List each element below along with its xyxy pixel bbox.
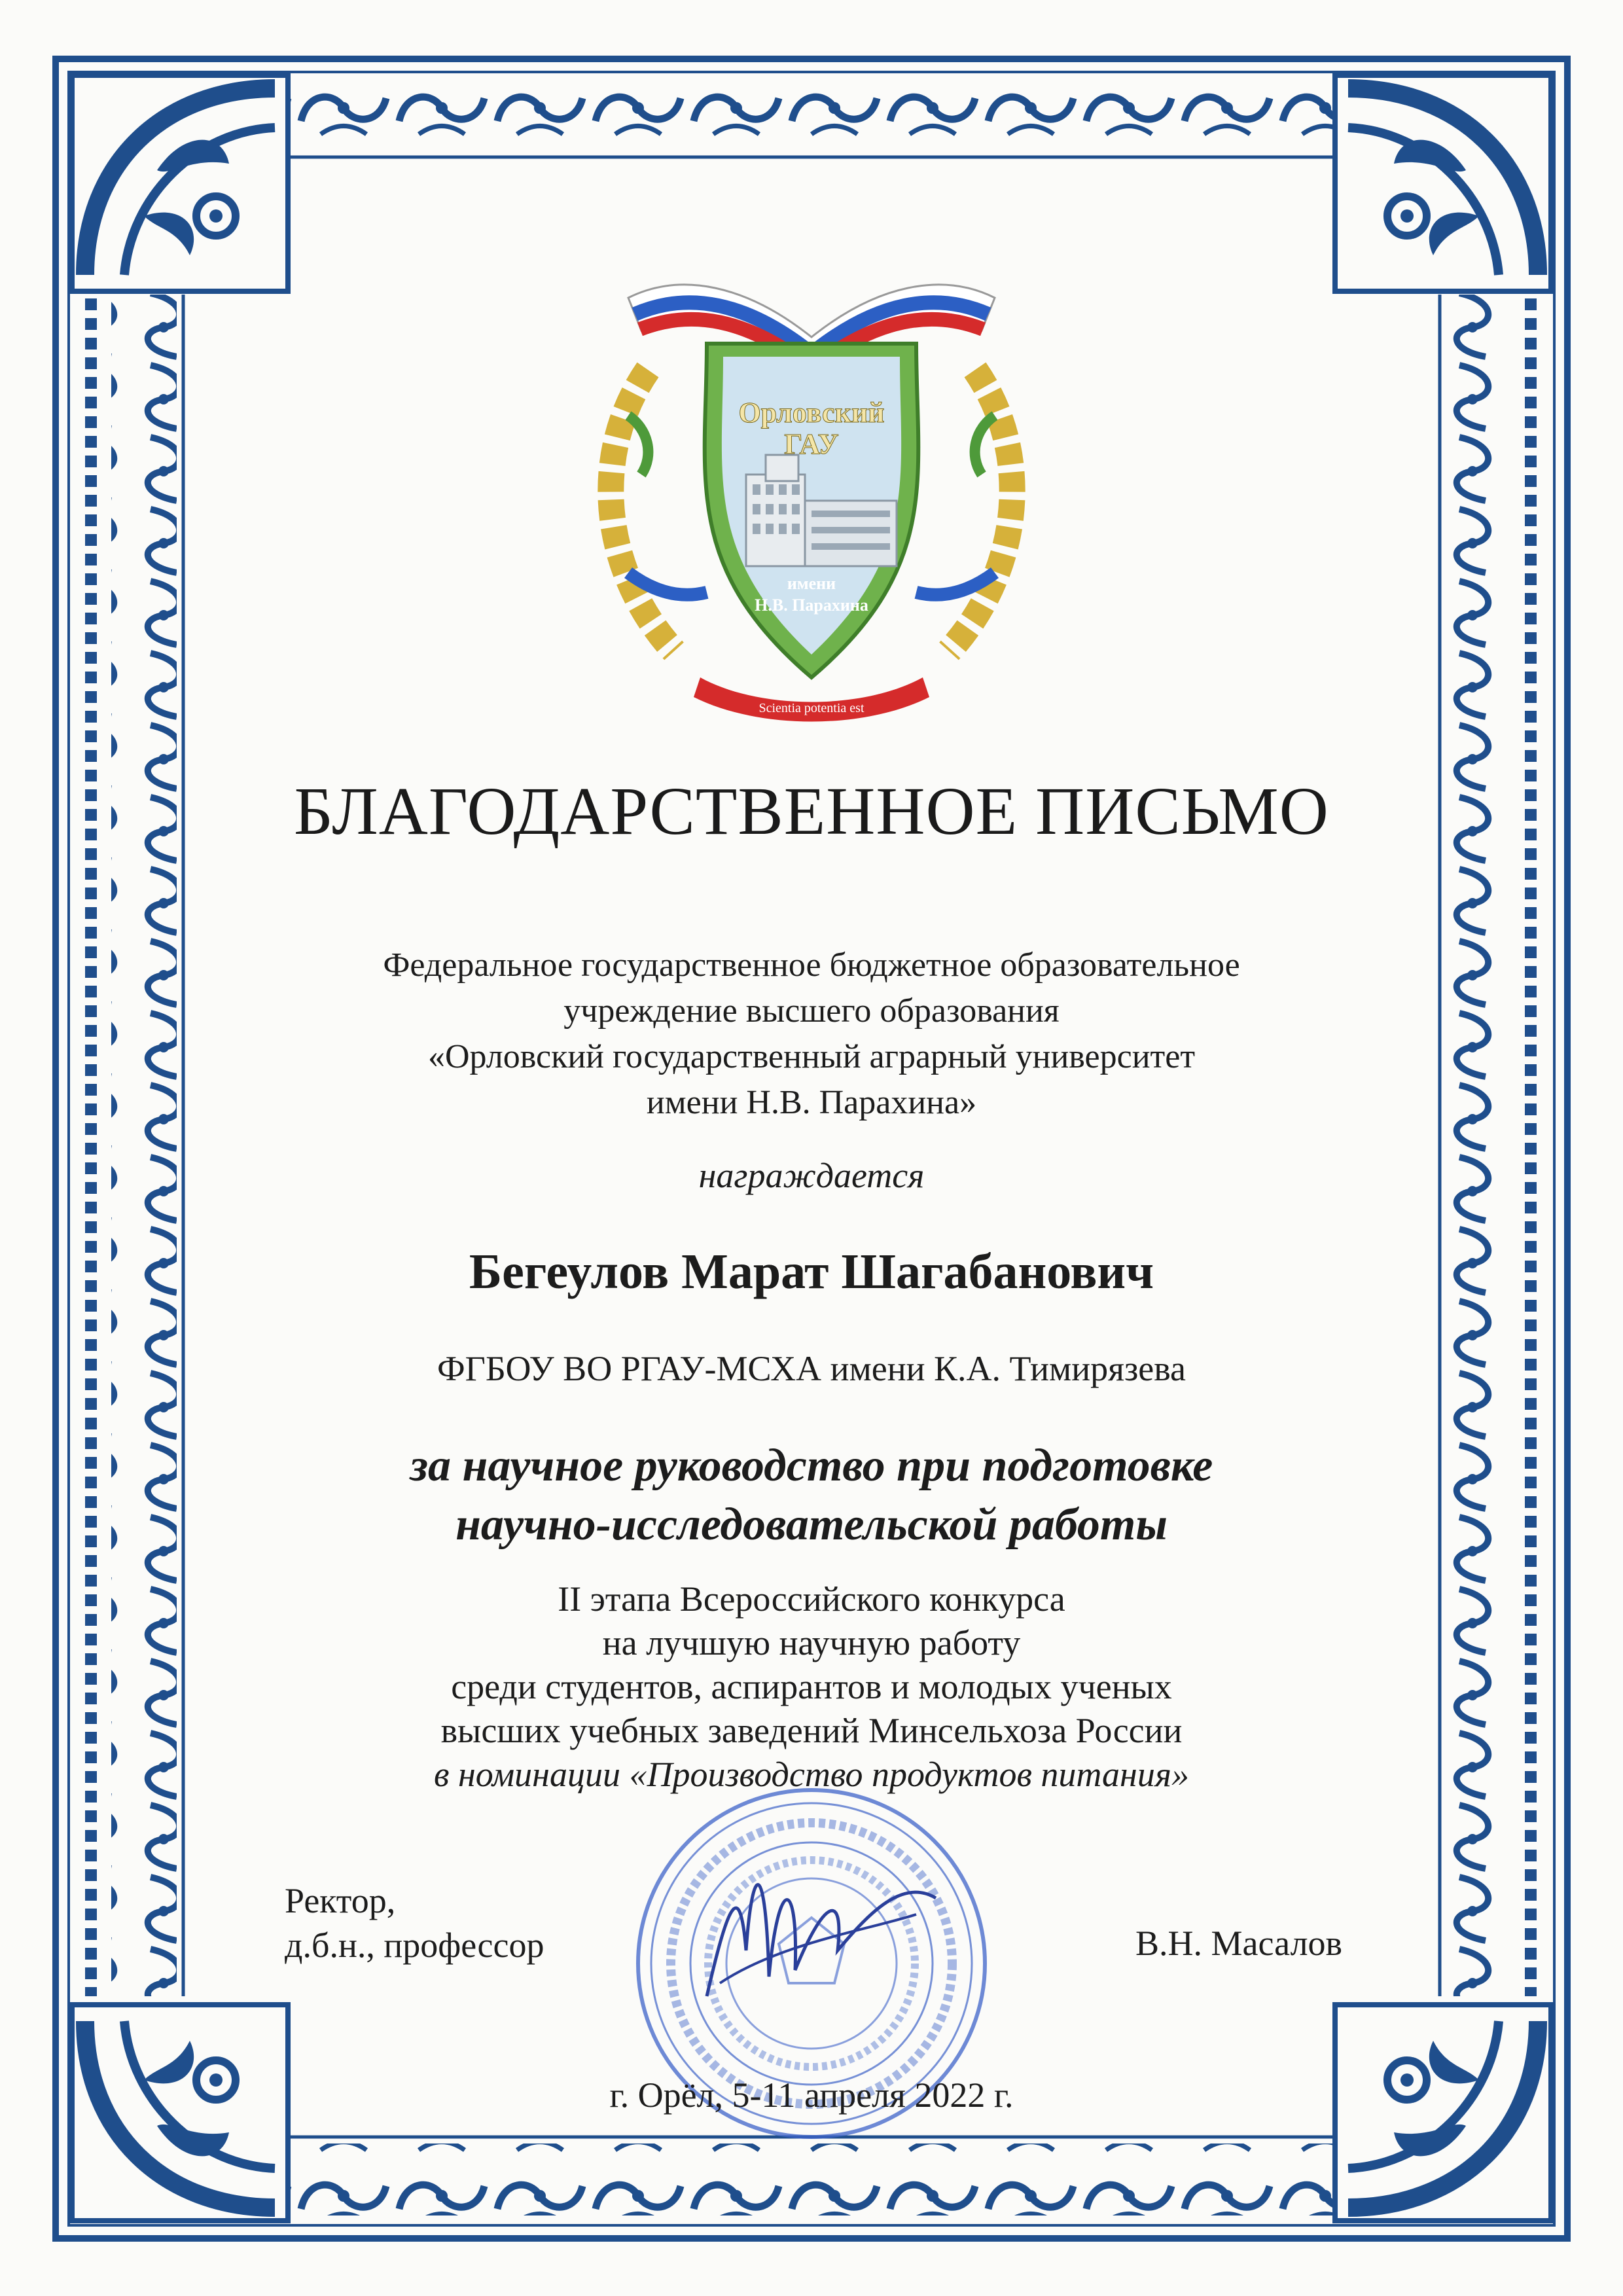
details-line: высших учебных заведений Минсельхоза России: [440, 1711, 1183, 1750]
organization-line: Федеральное государственное бюджетное образовательное: [383, 946, 1240, 984]
emblem-title-line-2: ГАУ: [784, 428, 839, 460]
details-line: среди студентов, аспирантов и молодых ученых: [451, 1667, 1172, 1706]
document-title: БЛАГОДАРСТВЕННОЕ ПИСЬМО: [294, 774, 1329, 849]
organization-line: имени Н.В. Парахина»: [646, 1084, 977, 1121]
place-and-date: г. Орёл, 5-11 апреля 2022 г.: [609, 2075, 1014, 2115]
organization-block: [0, 942, 1623, 1126]
nomination-line: в номинации «Производство продуктов питания»: [434, 1755, 1189, 1794]
details-line: на лучшую научную работу: [602, 1623, 1021, 1662]
corner-ornament-top-left: [72, 75, 288, 291]
emblem-title-line-1: Орловский: [738, 397, 885, 429]
recipient-name: Бегеулов Марат Шагабанович: [469, 1244, 1154, 1299]
reason-line: за научное руководство при подготовке: [410, 1441, 1213, 1491]
corner-ornament-top-right: [1335, 75, 1551, 291]
position-line: Ректор,: [285, 1881, 396, 1920]
organization-line: учреждение высшего образования: [563, 992, 1060, 1030]
signer-name: В.Н. Масалов: [1135, 1924, 1343, 1963]
reason-line: научно-исследовательской работы: [455, 1499, 1168, 1550]
recipient-organization: ФГБОУ ВО РГАУ-МСХА имени К.А. Тимирязева: [437, 1349, 1186, 1388]
award-reason: [0, 1437, 1623, 1554]
emblem-subtitle-line-1: имени: [787, 574, 836, 593]
emblem-motto: Scientia potentia est: [758, 701, 865, 715]
organization-line: «Орловский государственный аграрный университет: [427, 1038, 1196, 1075]
details-line: II этапа Всероссийского конкурса: [558, 1579, 1065, 1619]
competition-details: [0, 1577, 1623, 1797]
position-line: д.б.н., профессор: [285, 1926, 544, 1965]
rector-position: [285, 1878, 544, 1967]
university-emblem: [550, 259, 1073, 730]
emblem-subtitle-line-2: Н.В. Парахина: [755, 596, 868, 615]
awarded-label: награждается: [698, 1156, 925, 1195]
